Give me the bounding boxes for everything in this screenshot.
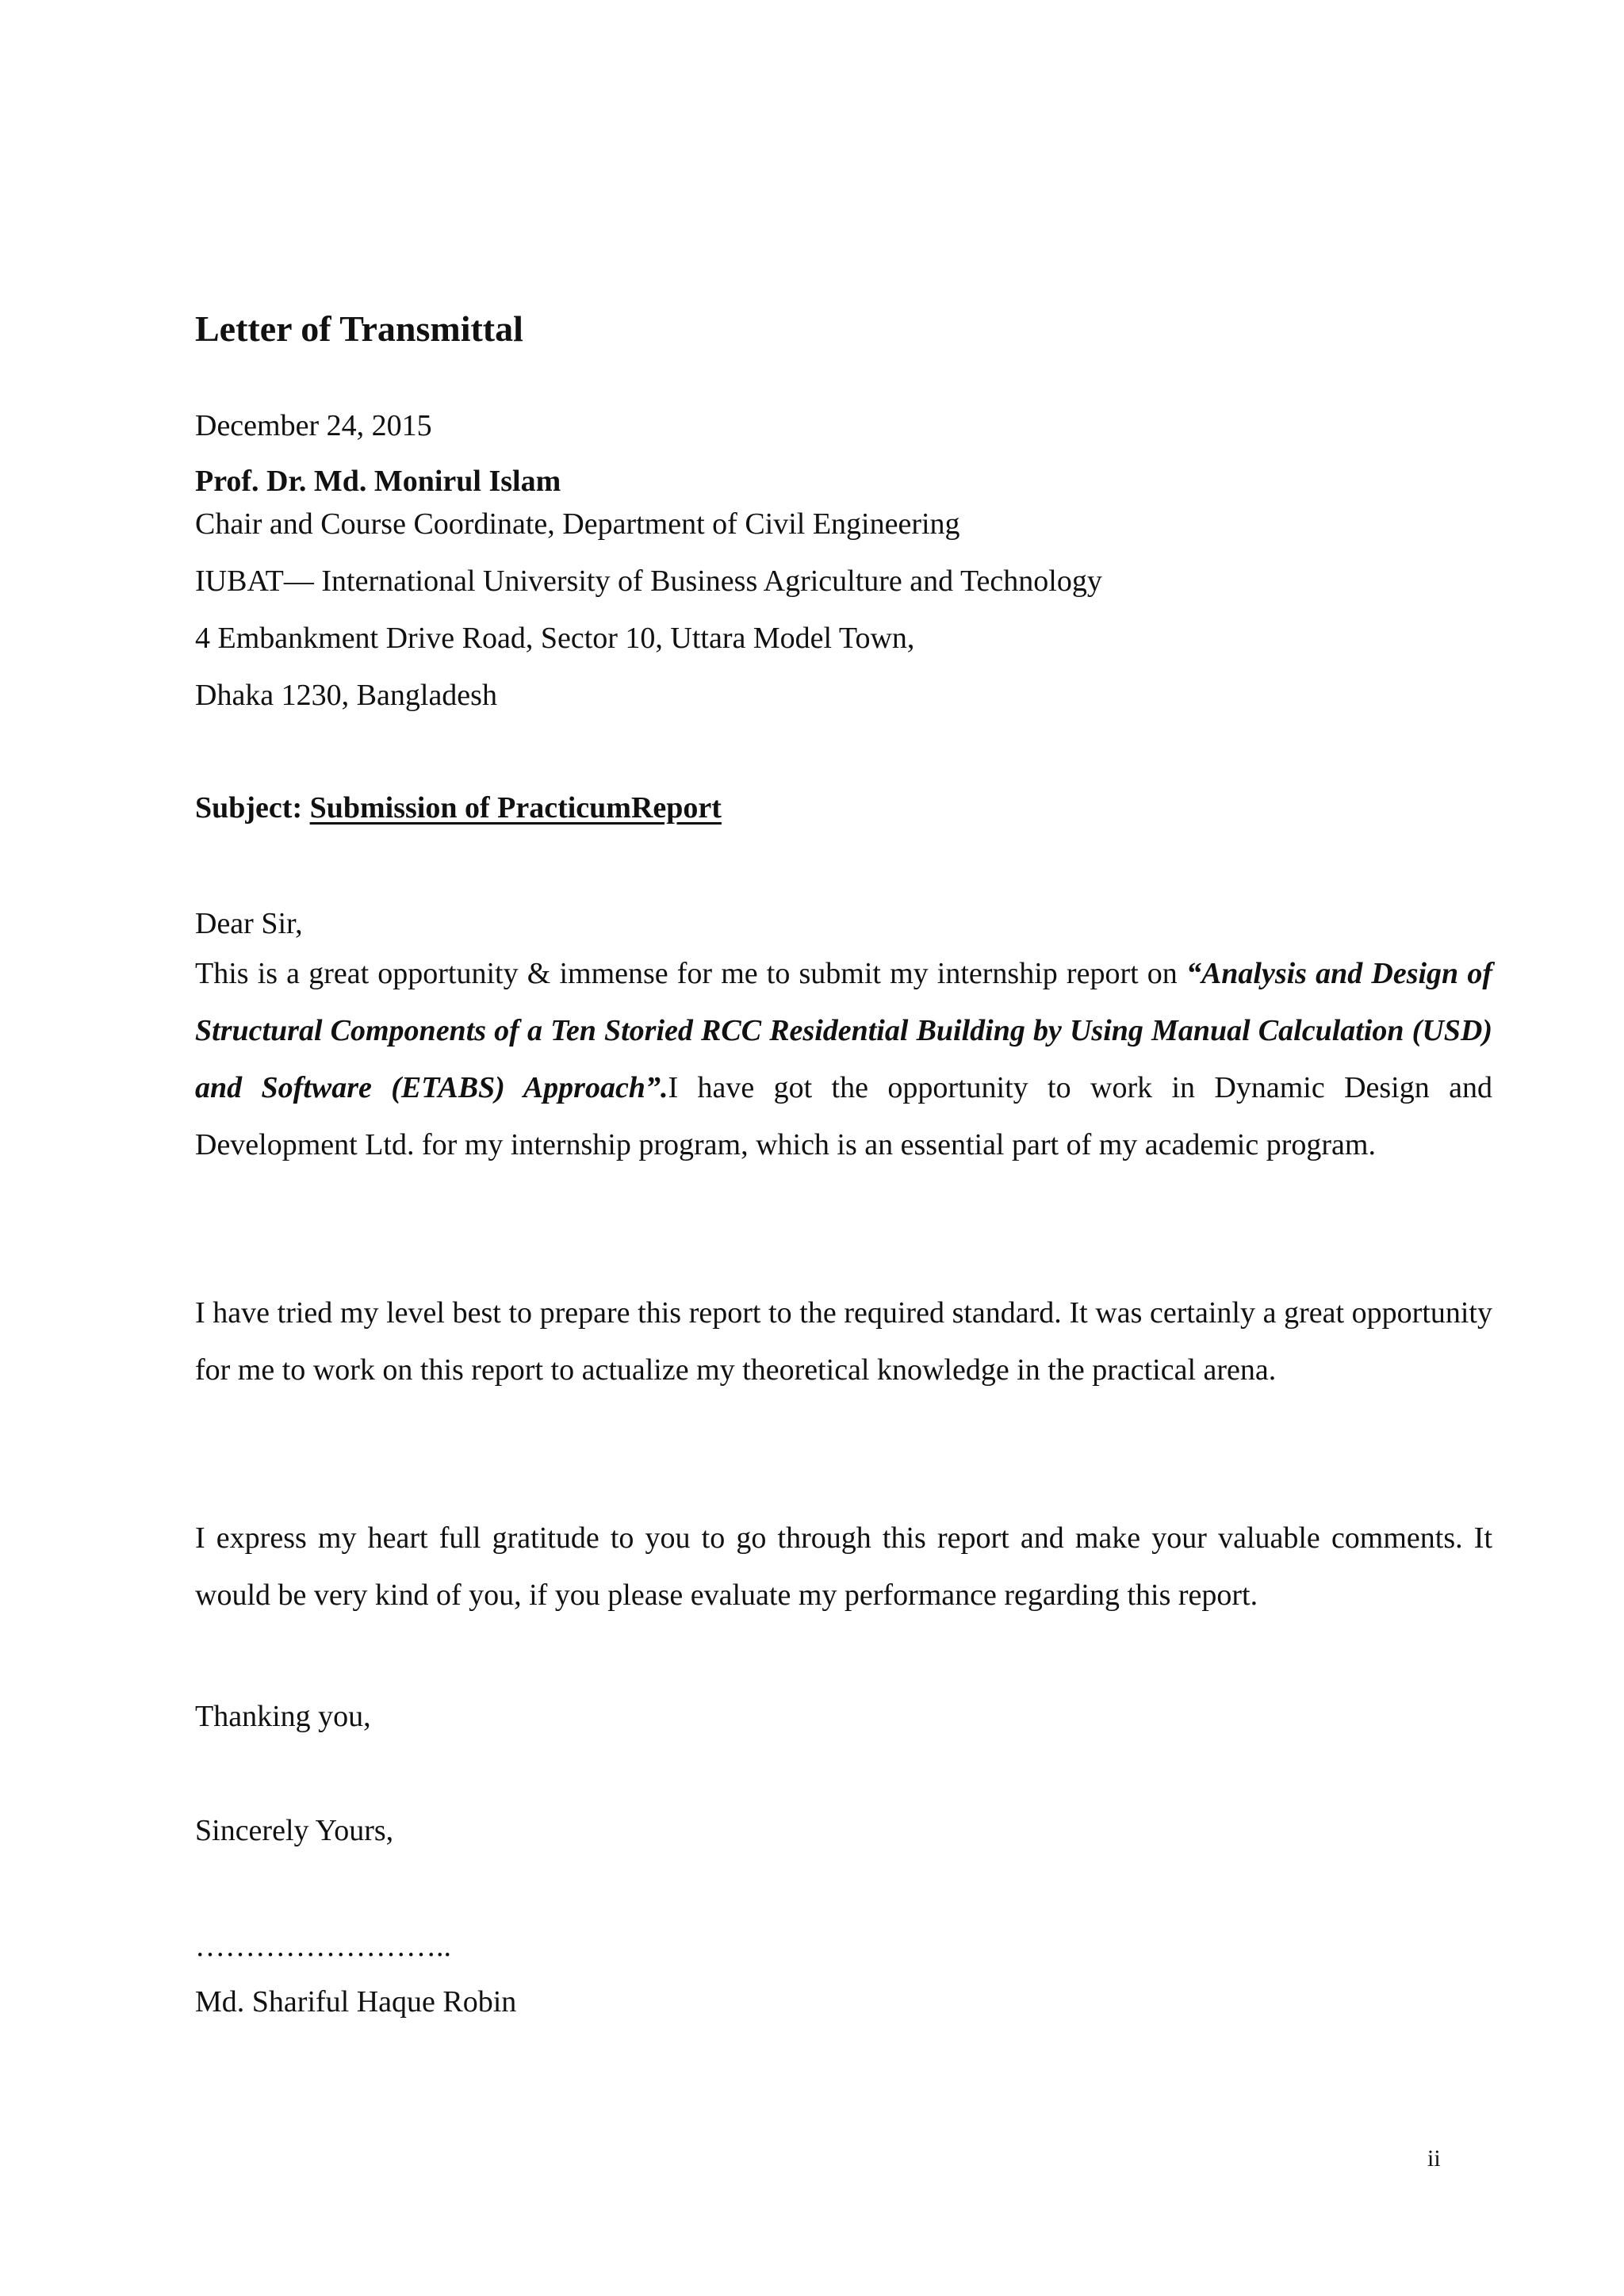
subject-line xyxy=(195,793,722,823)
signature-dots: …………………….. xyxy=(195,1930,451,1963)
paragraph-1-rest: I have got the opportunity to work in Dynamic Design and Development Ltd. for my internship program, which is an essential part of my academic program. xyxy=(195,1071,1492,1161)
body-paragraph-1 xyxy=(195,945,1492,1173)
letter-date: December 24, 2015 xyxy=(195,409,432,442)
thanks-line: Thanking you, xyxy=(195,1700,371,1733)
subject-value: Submission of PracticumReport xyxy=(309,791,722,825)
letter-title: Letter of Transmittal xyxy=(195,308,523,349)
recipient-name: Prof. Dr. Md. Monirul Islam xyxy=(195,465,561,498)
recipient-address-line1: 4 Embankment Drive Road, Sector 10, Uttara Model Town, xyxy=(195,622,915,655)
paragraph-1-intro: This is a great opportunity & immense for me to submit my internship report on xyxy=(195,957,1186,990)
salutation: Dear Sir, xyxy=(195,907,303,940)
recipient-position: Chair and Course Coordinate, Department of Civil Engineering xyxy=(195,507,960,541)
closing-line: Sincerely Yours, xyxy=(195,1814,394,1847)
sender-name: Md. Shariful Haque Robin xyxy=(195,1985,517,2019)
subject-label: Subject: xyxy=(195,791,303,825)
report-title: “Analysis and Design of Structural Components of a Ten Storied RCC Residential Building by Using Manual Calculation (USD) and Software (ETABS) Approach”. xyxy=(195,957,1492,1104)
body-paragraph-3: I express my heart full gratitude to you to go through this report and make your valuable comments. It would be very kind of you, if you please evaluate my performance regarding this report. xyxy=(195,1521,1492,1612)
page-number: ii xyxy=(1427,2145,1441,2172)
recipient-institution: IUBAT— International University of Business Agriculture and Technology xyxy=(195,564,1102,598)
recipient-address-line2: Dhaka 1230, Bangladesh xyxy=(195,679,497,712)
body-paragraph-2: I have tried my level best to prepare this report to the required standard. It was certainly a great opportunity for me to work on this report to actualize my theoretical knowledge in the practical arena. xyxy=(195,1296,1492,1387)
